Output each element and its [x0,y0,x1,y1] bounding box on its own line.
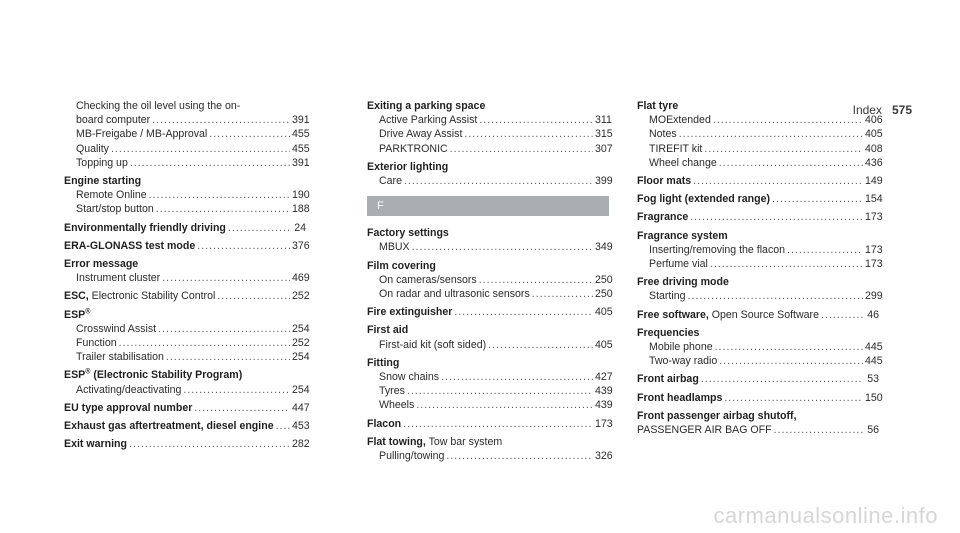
dot-leader [693,174,863,188]
index-subentry[interactable] [637,289,883,303]
page-reference[interactable]: 408 [865,142,883,155]
index-entry-heading [64,257,306,271]
index-entry [367,305,613,319]
index-subentry[interactable] [64,322,310,336]
subentry-term: MOExtended [649,114,711,127]
index-entry [367,259,613,302]
page-reference[interactable]: 391 [292,156,310,169]
entry-term: Flat towing, Tow bar system [367,435,503,448]
index-column-1 [64,99,310,451]
dot-leader [715,340,863,354]
index-subentry[interactable] [64,202,310,216]
index-subentry[interactable] [637,354,883,368]
entry-term: Exhaust gas aftertreatment, diesel engine [64,420,274,433]
dot-leader [158,322,290,336]
index-subentry[interactable] [637,340,883,354]
entry-term: ESP® [64,308,91,321]
dot-leader [719,354,863,368]
subentry-term: Inserting/removing the flacon [649,243,786,256]
page-reference[interactable]: 24 [294,221,306,234]
index-entry-heading [367,323,609,337]
index-subentry[interactable] [367,338,613,352]
page-number: 575 [891,103,912,117]
page-reference[interactable]: 173 [865,258,883,271]
index-subentry[interactable] [367,127,613,141]
dot-leader [479,113,593,127]
index-entry [637,391,883,405]
index-entry-heading[interactable] [64,401,310,415]
subentry-term: MBUX [379,241,410,254]
page-reference[interactable]: 405 [865,128,883,141]
index-entry-heading[interactable] [637,210,883,224]
page-reference[interactable]: 254 [292,322,310,335]
entry-term: Free software, Open Source Software [637,308,819,321]
entry-term: Fog light (extended range) [637,193,771,206]
index-entry-heading [367,356,609,370]
page-reference[interactable]: 254 [292,383,310,396]
subentry-line [64,99,306,113]
dot-leader [276,419,290,433]
index-subentry[interactable] [637,243,883,257]
index-entry [64,419,310,433]
dot-leader [787,243,863,257]
index-subentry[interactable] [367,240,613,254]
subentry-term: Activating/deactivating [76,383,182,396]
dot-leader [710,257,863,271]
index-entry-heading [637,229,879,243]
page-reference[interactable]: 173 [595,417,613,430]
index-subentry[interactable] [367,142,613,156]
dot-leader [774,423,863,437]
index-entry [637,99,883,170]
index-entry [64,289,310,303]
subentry-term: Active Parking Assist [379,114,478,127]
index-entry [367,160,613,188]
entry-term: Engine starting [64,175,142,188]
subentry-term: Notes [649,128,677,141]
subentry-term: Function [76,337,117,350]
index-subentry[interactable] [64,127,310,141]
index-entry [64,401,310,415]
index-entry-heading[interactable] [637,192,883,206]
entry-term: Environmentally friendly driving [64,221,226,234]
subentry-term: Perfume vial [649,258,708,271]
index-column-2 [367,99,613,463]
index-entry-heading[interactable] [64,419,310,433]
index-entry [367,323,613,351]
page-reference[interactable]: 455 [292,128,310,141]
subentry-term: First-aid kit (soft sided) [379,338,487,351]
subentry-term: PASSENGER AIR BAG OFF [637,424,772,437]
index-entry-heading [367,435,609,449]
dot-leader [488,338,593,352]
index-entry [64,368,310,396]
index-entry [367,417,613,431]
index-entry [637,229,883,272]
dot-leader [130,156,290,170]
dot-leader [690,210,863,224]
subentry-term: Tyres [379,385,405,398]
index-entry [637,409,879,437]
entry-term: Exit warning [64,438,127,451]
dot-leader [464,127,593,141]
section-letter-bar: F [367,196,609,216]
index-entry-heading [64,308,306,322]
page-reference[interactable]: 405 [595,338,613,351]
page-reference[interactable]: 405 [595,306,613,319]
entry-reference: Tow bar system [425,435,503,448]
index-entry-heading [367,259,609,273]
subentry-term: Mobile phone [649,341,713,354]
index-entry-heading[interactable] [64,437,310,451]
page-reference[interactable]: 46 [867,308,879,321]
index-entry-heading [367,226,609,240]
page-reference[interactable]: 154 [865,193,883,206]
entry-term: Fragrance system [637,229,728,242]
index-entry [367,435,613,463]
page-reference[interactable]: 173 [865,243,883,256]
dot-leader [217,289,290,303]
entry-term: EU type approval number [64,401,193,414]
entry-term: Front airbag [637,373,699,386]
dot-leader [403,417,593,431]
page-reference[interactable]: 173 [865,211,883,224]
index-subentry[interactable] [367,398,613,412]
subentry-term: Checking the oil level using the on- [76,100,241,112]
dot-leader [454,305,593,319]
index-entry-heading [637,275,879,289]
index-subentry[interactable] [637,257,883,271]
page-reference[interactable]: 447 [292,401,310,414]
entry-term: ESP® (Electronic Stability Program) [64,368,243,382]
page-reference[interactable]: 53 [867,373,879,386]
page-reference[interactable]: 445 [865,341,883,354]
index-subentry[interactable] [64,271,310,285]
index-entry-heading[interactable] [64,239,310,253]
subentry-term: TIREFIT kit [649,142,703,155]
index-subentry[interactable] [367,273,613,287]
entry-term: Front headlamps [637,391,723,404]
index-entry [367,226,613,254]
index-subentry[interactable] [637,113,883,127]
index-entry [367,356,613,413]
index-entry [64,221,306,235]
index-subentry[interactable] [637,142,883,156]
subentry-term: Drive Away Assist [379,128,463,141]
page-reference[interactable]: 282 [292,438,310,451]
subentry-term: On cameras/sensors [379,273,477,286]
index-entry-heading [637,326,879,340]
dot-leader [450,142,593,156]
page-reference[interactable]: 406 [865,114,883,127]
index-entry-heading [367,99,609,113]
index-entry [64,174,310,217]
subentry-term: Crosswind Assist [76,322,157,335]
index-entry-heading[interactable] [64,221,306,235]
index-entry [637,308,879,322]
subentry-term: MB-Freigabe / MB-Approval [76,128,208,141]
page-reference[interactable]: 250 [595,288,613,301]
page-reference[interactable]: 254 [292,351,310,364]
subentry-term: PARKTRONIC [379,142,448,155]
page-reference[interactable]: 56 [867,424,879,437]
index-entry [367,99,613,156]
dot-leader [701,372,863,386]
subentry-term: Trailer stabilisation [76,351,164,364]
index-entry [637,210,883,224]
subentry-term: Instrument cluster [76,272,161,285]
index-subentry[interactable] [637,127,883,141]
index-entry [64,437,310,451]
index-entry-heading [637,409,879,423]
dot-leader [129,437,290,451]
page-reference[interactable]: 399 [595,175,613,188]
subentry-term: Care [379,175,402,188]
entry-term: Fire extinguisher [367,306,453,319]
index-subentry[interactable] [367,113,612,127]
index-subentry[interactable] [367,384,613,398]
index-entry [637,192,883,206]
subentry-term: board computer [76,114,151,127]
entry-term: Error message [64,258,139,271]
entry-term: Frequencies [637,326,700,339]
dot-leader [183,383,290,397]
entry-term: Flat tyre [637,100,679,112]
subentry-term: On radar and ultrasonic sensors [379,288,530,301]
entry-term: Fitting [367,356,400,369]
page-reference[interactable]: 453 [292,420,310,433]
entry-term: Flacon [367,417,402,430]
entry-reference: Open Source Software [708,308,819,321]
index-entry [64,99,310,170]
page-reference[interactable]: 376 [292,239,310,252]
page-reference[interactable]: 190 [292,189,310,202]
dot-leader [197,239,290,253]
subentry-term: Wheels [379,399,415,412]
page-reference[interactable]: 307 [595,142,613,155]
dot-leader [416,398,593,412]
dot-leader [194,401,290,415]
subentry-term: Starting [649,290,686,303]
watermark-text: carmanualsonline.info [713,503,938,528]
index-subentry[interactable] [64,113,310,127]
index-column-3 [637,99,883,437]
dot-leader [713,113,863,127]
index-subentry[interactable] [64,350,310,364]
entry-term: Floor mats [637,175,692,188]
subentry-term: Quality [76,142,109,155]
dot-leader [688,289,863,303]
dot-leader [446,449,593,463]
dot-leader [719,156,863,170]
dot-leader [679,127,863,141]
entry-term: Front passenger airbag shutoff, [637,409,797,422]
index-entry [637,326,883,369]
dot-leader [821,308,863,322]
page-reference[interactable]: 427 [595,371,613,384]
page-reference[interactable]: 391 [292,114,310,127]
page-reference[interactable]: 455 [292,142,310,155]
index-entry [637,174,883,188]
dot-leader [209,127,290,141]
page-reference[interactable]: 439 [595,399,613,412]
dot-leader [119,336,290,350]
entry-term: Free driving mode [637,276,729,289]
section-title: Index [852,103,882,117]
dot-leader [479,273,593,287]
index-entry [64,239,310,253]
index-entry-heading [64,174,306,188]
dot-leader [724,391,863,405]
index-subentry[interactable] [367,174,613,188]
entry-term: ESC, Electronic Stability Control [64,290,216,303]
subentry-term: Remote Online [76,189,147,202]
page-reference[interactable]: 445 [865,355,883,368]
page-reference[interactable]: 299 [865,290,883,303]
dot-leader [228,221,290,235]
index-subentry[interactable] [64,188,310,202]
dot-leader [772,192,863,206]
index-entry [64,308,310,365]
index-entry-heading [64,368,306,382]
dot-leader [149,188,290,202]
dot-leader [166,350,290,364]
index-entry-heading[interactable] [637,391,883,405]
dot-leader [152,113,290,127]
index-entry-heading[interactable] [637,372,879,386]
dot-leader [532,287,593,301]
page-reference[interactable]: 439 [595,385,613,398]
dot-leader [704,142,863,156]
dot-leader [412,240,593,254]
index-entry [637,372,879,386]
subentry-term: Pulling/towing [379,450,445,463]
entry-term: Exiting a parking space [367,100,486,112]
index-subentry[interactable] [64,142,310,156]
index-entry-heading[interactable] [367,305,613,319]
subentry-term: Start/stop button [76,203,154,216]
index-entry-heading[interactable] [367,417,613,431]
entry-term: Fragrance [637,211,689,224]
page-reference[interactable]: 311 [595,114,612,127]
index-subentry[interactable] [367,287,613,301]
index-entry-heading[interactable] [637,308,879,322]
entry-term: First aid [367,324,409,337]
page-reference[interactable]: 188 [292,203,310,216]
subentry-term: Wheel change [649,156,717,169]
index-entry-heading [637,99,879,113]
page-reference[interactable]: 252 [292,290,310,303]
index-entry-heading[interactable] [637,174,883,188]
index-entry-heading [367,160,609,174]
index-subentry[interactable] [64,383,310,397]
index-entry [637,275,883,303]
index-entry [64,257,310,285]
dot-leader [441,370,593,384]
entry-term: Exterior lighting [367,160,449,173]
index-subentry[interactable] [367,449,613,463]
entry-reference: Electronic Stability Control [88,290,216,303]
page-reference[interactable]: 326 [595,450,613,463]
page-reference[interactable]: 436 [865,156,883,169]
dot-leader [407,384,593,398]
registered-mark: ® [85,308,91,316]
page-reference[interactable]: 150 [865,391,883,404]
page-reference[interactable]: 315 [595,128,613,141]
dot-leader [404,174,593,188]
index-subentry[interactable] [637,423,879,437]
dot-leader [111,142,290,156]
subentry-term: Two-way radio [649,355,718,368]
page-reference[interactable]: 252 [292,337,310,350]
subentry-term: Snow chains [379,371,440,384]
index-subentry[interactable] [637,156,883,170]
subentry-term: Topping up [76,156,128,169]
page-reference[interactable]: 469 [292,272,310,285]
dot-leader [162,271,290,285]
page-reference[interactable]: 149 [865,175,883,188]
entry-term: ERA-GLONASS test mode [64,239,196,252]
index-subentry[interactable] [64,336,310,350]
page-reference[interactable]: 349 [595,241,613,254]
page-reference[interactable]: 250 [595,273,613,286]
entry-term: Factory settings [367,227,449,240]
dot-leader [156,202,290,216]
index-entry-heading[interactable] [64,289,310,303]
index-subentry[interactable] [64,156,310,170]
entry-term: Film covering [367,259,436,272]
index-subentry[interactable] [367,370,613,384]
registered-mark: ® [85,368,91,376]
